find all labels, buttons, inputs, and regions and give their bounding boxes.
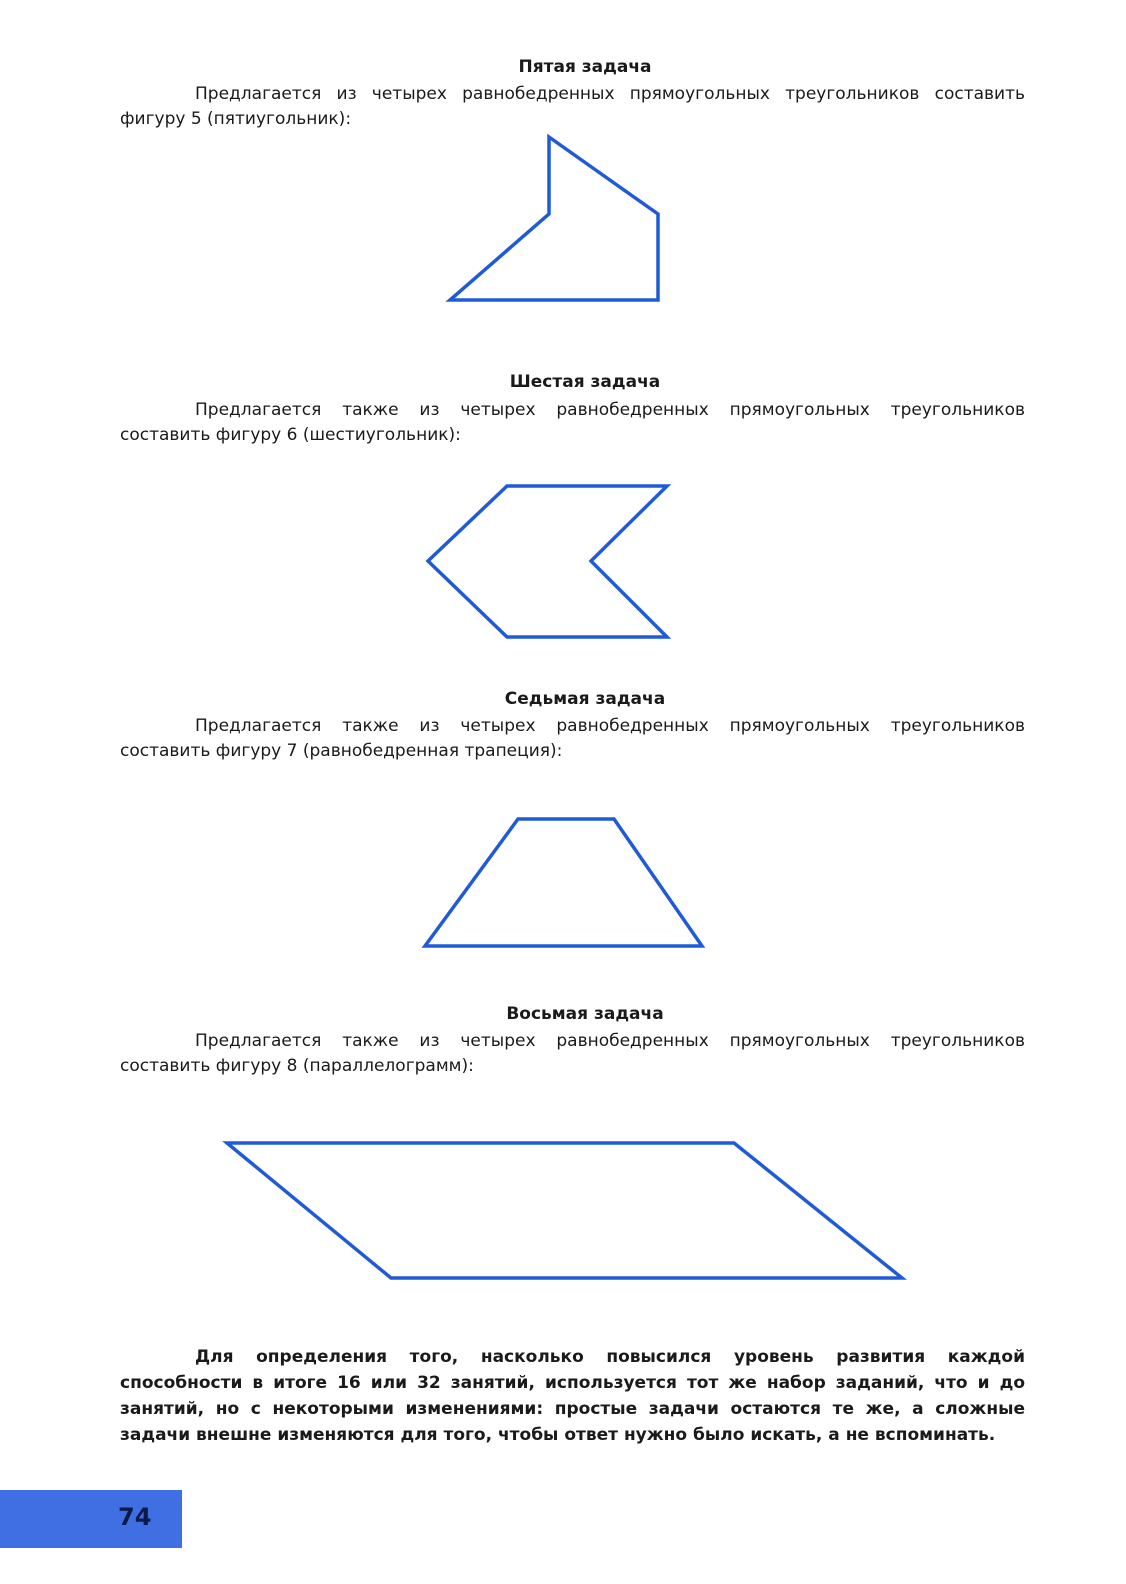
hexagon-shape xyxy=(428,486,667,637)
task-5-title: Пятая задача xyxy=(518,57,652,77)
trapezoid-shape xyxy=(425,819,702,946)
parallelogram-shape xyxy=(227,1143,902,1278)
task-5-text: Предлагается из четырех равнобедренных прямоугольных треугольников составить фигуру 5 (пятиугольник): xyxy=(120,84,1025,129)
task-6-text: Предлагается также из четырех равнобедренных прямоугольных треугольников составить фигуру 6 (шестиугольник): xyxy=(120,400,1025,445)
pentagon-shape xyxy=(450,137,658,300)
task-8-text: Предлагается также из четырех равнобедренных прямоугольных треугольников составить фигуру 8 (параллелограмм): xyxy=(120,1031,1025,1076)
task-7-title: Седьмая задача xyxy=(504,689,666,709)
conclusion-paragraph: Для определения того, насколько повысился уровень развития каждой способности в итоге 16 или 32 занятий, используется тот же набор заданий, что и до занятий, но с некоторыми изменениями: простые задачи остаются те же, а сложные задачи внешне изменяются для того, чтобы ответ нужно было искать, а не вспоминать. xyxy=(120,1347,1025,1445)
task-7-text: Предлагается также из четырех равнобедренных прямоугольных треугольников составить фигуру 7 (равнобедренная трапеция): xyxy=(120,716,1025,761)
page-number-box xyxy=(0,1490,182,1548)
task-8-title: Восьмая задача xyxy=(506,1004,664,1024)
task-6-title: Шестая задача xyxy=(509,372,661,392)
page-number: 74 xyxy=(118,1503,152,1531)
